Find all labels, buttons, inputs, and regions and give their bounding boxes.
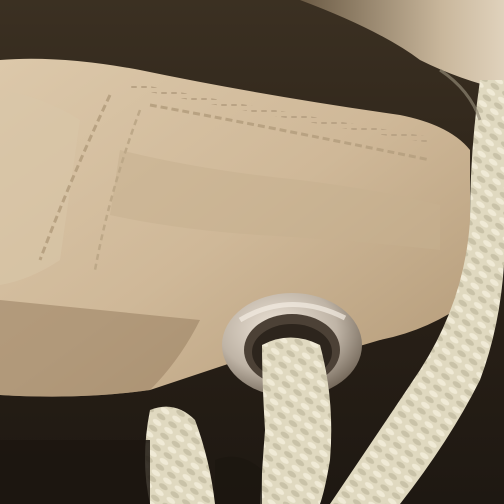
- drawstring-cord-center: [260, 338, 331, 504]
- bottom-shadow: [0, 440, 150, 504]
